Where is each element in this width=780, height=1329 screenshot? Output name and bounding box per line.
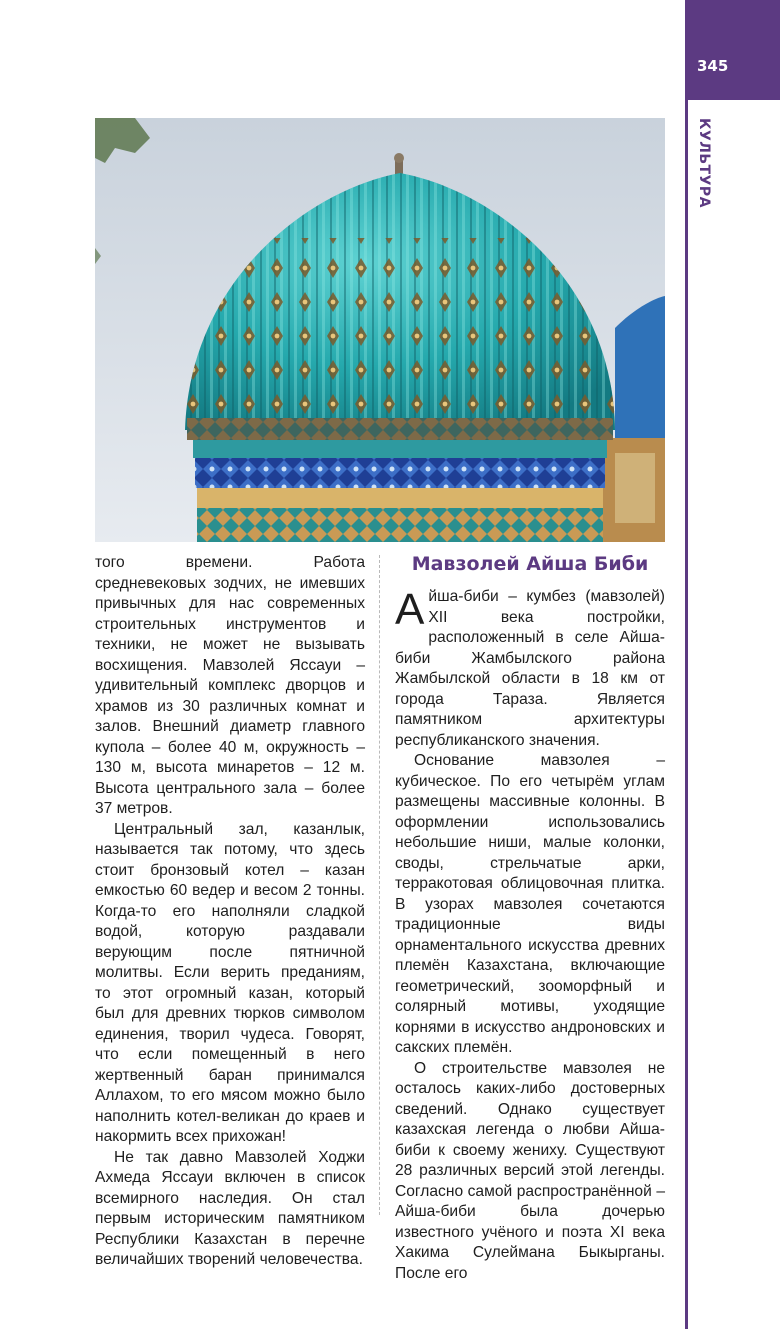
paragraph: Основание мавзолея – кубическое. По его четырём углам размещены массивные колонны. В оформлении использовались небольшие ниши, малые колонки, своды, стрельчатые арки, терракотовая облицовочная плитка. В узорах мавзолея сочетаются традиционные виды орнаментального искусства древних племён Казахстана, включающие геометрический, зооморфный и солярный мотивы, уходящие корнями в искусство андроновских и сакских племён.: [395, 752, 665, 1056]
paragraph: того времени. Работа средневековых зодчих, не имевших привычных для нас современных строительных инструментов и техники, не может не вызывать восхищения. Мавзолей Яссауи – удивительный комплекс дворцов и храмов из 30 различных комнат и залов. Внешний диаметр главного купола – более 40 м, окружность – 130 м, высота минаретов – 12 м. Высота центрального зала – более 37 метров.: [95, 554, 365, 817]
lead-paragraph: [395, 587, 665, 751]
right-column: [395, 553, 665, 1284]
left-column: [95, 553, 365, 1271]
paragraph: О строительстве мавзолея не осталось каких-либо достоверных сведений. Однако существует казахская легенда о любви Айша-биби к своему жениху. Существуют 28 различных версий этой легенды. Согласно самой распространённой – Айша-биби была дочерью известного учёного и поэта XI века Хакима Сулеймана Быкырганы. После его: [395, 1059, 665, 1282]
page-number-tab: [685, 0, 780, 100]
section-label: КУЛЬТУРА: [696, 118, 712, 208]
column-divider: [379, 555, 380, 1215]
lead-paragraph-text: йша-биби – кумбез (мавзолей) XII века постройки, расположенный в селе Айша-биби Жамбылского района Жамбылской области в 18 км от города Тараза. Является памятником архитектуры республиканского значения.: [395, 588, 665, 749]
drop-cap: А: [395, 585, 425, 634]
page-number: 345: [697, 57, 729, 75]
side-accent-line: [685, 100, 688, 1329]
section-title: Мавзолей Айша Биби: [411, 553, 649, 575]
paragraph: Центральный зал, казанлык, называется так потому, что здесь стоит бронзовый котел – казан емкостью 60 ведер и весом 2 тонны. Когда-то его наполняли сладкой водой, которую раздавали верующим после пятничной молитвы. Если верить преданиям, то этот огромный казан, который был для древних тюрков символом единения, творил чудеса. Говорят, что если помещенный в него жертвенный баран принимался Аллахом, то его мясом можно было наполнить котел-великан до краев и накормить всех прихожан!: [95, 820, 365, 1145]
mausoleum-dome-photo: [95, 118, 665, 542]
paragraph: Не так давно Мавзолей Ходжи Ахмеда Яссауи включен в список всемирного наследия. Он стал первым историческим памятником Республики Казахстан в перечне величайших творений человечества.: [95, 1148, 365, 1268]
